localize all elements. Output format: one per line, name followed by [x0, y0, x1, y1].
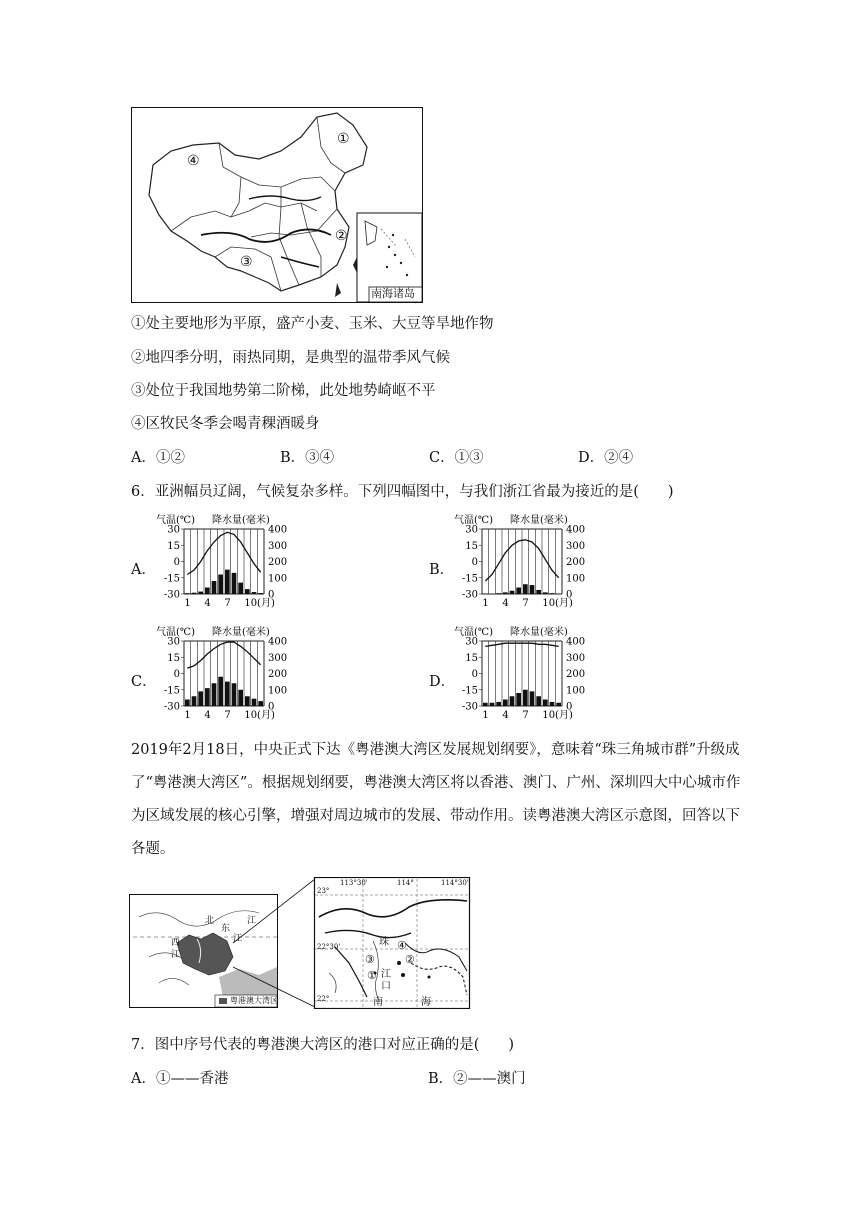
climate-option-letter[interactable]: C． — [131, 674, 157, 690]
precip-tick-label: 200 — [566, 557, 586, 568]
precip-tick-label: 300 — [566, 540, 586, 552]
precip-tick-label: 400 — [268, 524, 288, 536]
climate-chart-b — [429, 512, 629, 610]
temp-tick-label: 0 — [173, 557, 180, 568]
temp-tick-label: -30 — [163, 701, 180, 713]
climate-chart-c — [131, 624, 331, 722]
precip-bar — [516, 588, 521, 595]
precip-tick-label: 300 — [268, 540, 288, 552]
precip-bar — [530, 691, 535, 706]
precip-bar — [192, 696, 197, 706]
climate-chart-d — [429, 624, 629, 722]
precip-bar — [510, 591, 515, 594]
coord-114: 114° — [397, 879, 414, 887]
precip-tick-label: 400 — [566, 636, 586, 648]
precip-bar — [258, 593, 263, 594]
precip-tick-label: 0 — [566, 701, 573, 713]
climatograph — [454, 624, 624, 722]
precip-bar — [218, 677, 223, 706]
river-label-jiang-3: 江 — [233, 934, 243, 944]
precip-bar — [543, 700, 548, 707]
month-tick-label: 1 — [482, 598, 489, 609]
precip-tick-label: 200 — [566, 669, 586, 680]
temp-tick-label: -15 — [163, 573, 180, 585]
q7-stem: 7．图中序号代表的粤港澳大湾区的港口对应正确的是( ) — [131, 1037, 515, 1053]
precip-bar — [496, 593, 501, 594]
precip-bar — [523, 584, 528, 594]
temp-tick-label: 30 — [167, 636, 180, 648]
q5-option-d[interactable]: D．②④ — [578, 450, 634, 466]
q5-option-a[interactable]: A．①② — [131, 450, 185, 466]
precip-bar — [503, 700, 508, 707]
map-label-4: ④ — [187, 153, 200, 169]
month-tick-label: 10(月) — [244, 710, 275, 721]
precip-bar — [550, 593, 555, 594]
statement-4: ④区牧民冬季会喝青稞酒暖身 — [131, 416, 320, 432]
precip-bar — [258, 701, 263, 706]
precip-bar — [185, 593, 190, 594]
map-label-2: ② — [335, 228, 348, 244]
month-tick-label: 7 — [522, 598, 529, 609]
temp-axis-title: 气温(℃) — [454, 627, 493, 638]
climate-option-letter[interactable]: B． — [429, 562, 455, 578]
temp-tick-label: -15 — [461, 573, 478, 585]
precip-bar — [198, 592, 203, 594]
temp-tick-label: -30 — [461, 701, 478, 713]
precip-tick-label: 300 — [566, 652, 586, 664]
coord-22: 22° — [317, 995, 330, 1003]
temp-axis-title: 气温(℃) — [156, 515, 195, 526]
precip-bar — [550, 702, 555, 706]
precip-bar — [516, 693, 521, 706]
precip-bar — [232, 683, 237, 706]
month-tick-label: 4 — [204, 598, 211, 609]
place-label-kou: 口 — [381, 981, 391, 992]
precip-tick-label: 100 — [566, 685, 586, 697]
climate-option-letter[interactable]: A． — [131, 562, 156, 578]
temp-tick-label: 30 — [465, 524, 478, 536]
temp-tick-label: -30 — [163, 589, 180, 601]
precip-bar — [245, 589, 250, 594]
precip-bar — [205, 588, 210, 595]
q7-option-a[interactable]: A．①——香港 — [131, 1071, 229, 1087]
temp-tick-label: 15 — [167, 652, 180, 664]
precip-bar — [503, 592, 508, 594]
precip-bar — [536, 696, 541, 706]
river-label-jiang-1: 江 — [171, 950, 181, 960]
place-label-jiang: 江 — [381, 969, 391, 980]
month-tick-label: 7 — [522, 710, 529, 721]
statement-1: ①处主要地形为平原，盛产小麦、玉米、大豆等旱地作物 — [131, 316, 494, 332]
precip-bar — [252, 699, 257, 706]
month-tick-label: 7 — [224, 710, 231, 721]
precip-tick-label: 0 — [268, 701, 275, 713]
temp-axis-title: 气温(℃) — [156, 627, 195, 638]
precip-axis-title: 降水量(毫米) — [212, 515, 270, 526]
port-label-4: ④ — [397, 939, 407, 952]
precip-bar — [490, 703, 495, 706]
climatograph — [156, 512, 326, 610]
map-label-3: ③ — [240, 254, 253, 270]
month-tick-label: 4 — [502, 710, 509, 721]
climate-option-letter[interactable]: D． — [429, 674, 456, 690]
port-label-3: ③ — [365, 953, 375, 966]
q5-option-c[interactable]: C．①③ — [429, 450, 484, 466]
precip-tick-label: 400 — [268, 636, 288, 648]
temp-axis-title: 气温(℃) — [454, 515, 493, 526]
china-map — [131, 107, 423, 303]
month-tick-label: 1 — [482, 710, 489, 721]
month-tick-label: 7 — [224, 598, 231, 609]
temp-tick-label: 15 — [465, 540, 478, 552]
month-tick-label: 1 — [184, 710, 191, 721]
precip-tick-label: 0 — [566, 589, 573, 601]
q5-option-b[interactable]: B．③④ — [280, 450, 335, 466]
month-tick-label: 1 — [184, 598, 191, 609]
precip-bar — [510, 696, 515, 706]
temp-tick-label: 0 — [173, 669, 180, 680]
precip-axis-title: 降水量(毫米) — [510, 627, 568, 638]
precip-bar — [245, 696, 250, 706]
precip-bar — [536, 590, 541, 594]
precip-tick-label: 300 — [268, 652, 288, 664]
q6-stem: 6．亚洲幅员辽阔，气候复杂多样。下列四幅图中，与我们浙江省最为接近的是( ) — [131, 484, 674, 500]
port-label-2: ② — [405, 953, 415, 966]
precip-axis-title: 降水量(毫米) — [510, 515, 568, 526]
climatograph — [454, 512, 624, 610]
place-label-zhu: 珠 — [379, 937, 389, 948]
bay-area-map — [129, 877, 471, 1009]
river-label-jiang-2: 江 — [247, 916, 257, 926]
month-tick-label: 10(月) — [542, 598, 573, 609]
precip-tick-label: 200 — [268, 557, 288, 568]
temp-tick-label: -15 — [163, 685, 180, 697]
precip-bar — [483, 703, 488, 706]
place-label-hai: 海 — [421, 997, 431, 1008]
precip-bar — [252, 592, 257, 594]
legend-label: 粤港澳大湾区 — [230, 996, 278, 1005]
china-map-figure — [131, 107, 423, 303]
precip-tick-label: 100 — [566, 573, 586, 585]
precip-bar — [232, 573, 237, 594]
precip-tick-label: 0 — [268, 589, 275, 601]
coord-113-30: 113°30' — [340, 879, 368, 887]
temp-tick-label: 15 — [465, 652, 478, 664]
precip-bar — [205, 688, 210, 706]
precip-bar — [212, 581, 217, 594]
map-label-1: ① — [337, 131, 350, 147]
precip-bar — [218, 575, 223, 595]
coord-23: 23° — [317, 887, 330, 895]
precip-bar — [225, 570, 230, 594]
precip-tick-label: 100 — [268, 685, 288, 697]
temp-tick-label: 0 — [471, 669, 478, 680]
climate-chart-a — [131, 512, 331, 610]
temp-tick-label: -15 — [461, 685, 478, 697]
precip-axis-title: 降水量(毫米) — [212, 627, 270, 638]
precip-tick-label: 400 — [566, 524, 586, 536]
precip-bar — [496, 702, 501, 706]
month-tick-label: 10(月) — [542, 710, 573, 721]
passage: 2019年2月18日，中央正式下达《粤港澳大湾区发展规划纲要》，意味着“珠三角城市群”升级成了“粤港澳大湾区”。根据规划纲要，粤港澳大湾区将以香港、澳门、广州、深圳四大中心城市作为区域发展的核心引擎，增强对周边城市的发展、带动作用。读粤港澳大湾区示意图，回答以下各题。 — [131, 742, 741, 857]
temp-tick-label: 30 — [465, 636, 478, 648]
month-tick-label: 10(月) — [244, 598, 275, 609]
coord-22-30: 22°30' — [317, 943, 341, 951]
precip-bar — [238, 690, 243, 706]
bay-area-figure — [129, 877, 471, 1009]
port-label-1: ① — [367, 969, 377, 982]
temp-tick-label: 0 — [471, 557, 478, 568]
precip-tick-label: 200 — [268, 669, 288, 680]
river-label-xi: 西 — [171, 938, 181, 948]
inset-label: 南海诸岛 — [371, 287, 415, 300]
precip-bar — [198, 691, 203, 706]
precip-bar — [238, 583, 243, 594]
temp-tick-label: -30 — [461, 589, 478, 601]
precip-bar — [212, 683, 217, 706]
statement-2: ②地四季分明，雨热同期，是典型的温带季风气候 — [131, 350, 450, 366]
temp-tick-label: 30 — [167, 524, 180, 536]
river-label-bei: 北 — [205, 916, 215, 926]
coord-114-30: 114°30' — [441, 879, 469, 887]
statement-3: ③处位于我国地势第二阶梯，此处地势崎岖不平 — [131, 383, 436, 399]
q7-option-b[interactable]: B．②——澳门 — [428, 1071, 526, 1087]
precip-bar — [530, 585, 535, 594]
precip-bar — [185, 700, 190, 707]
month-tick-label: 4 — [204, 710, 211, 721]
precip-bar — [556, 703, 561, 706]
place-label-nan: 南 — [373, 997, 383, 1008]
precip-tick-label: 100 — [268, 573, 288, 585]
precip-bar — [543, 592, 548, 594]
temp-tick-label: 15 — [167, 540, 180, 552]
precip-bar — [523, 690, 528, 706]
precip-bar — [192, 593, 197, 594]
precip-bar — [225, 682, 230, 706]
river-label-dong: 东 — [221, 924, 231, 934]
month-tick-label: 4 — [502, 598, 509, 609]
climatograph — [156, 624, 326, 722]
